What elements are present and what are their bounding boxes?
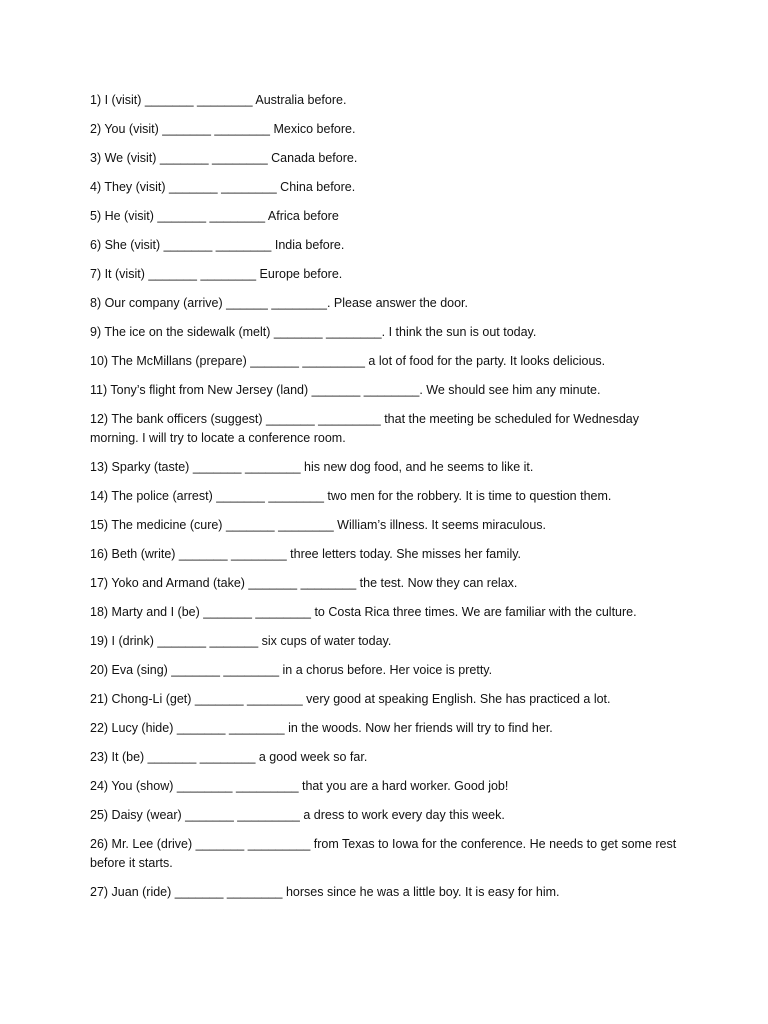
exercise-item-5: 5) He (visit) _______ ________ Africa before [90, 209, 339, 223]
exercise-item-10: 10) The McMillans (prepare) _______ _________ a lot of food for the party. It looks delicious. [90, 354, 606, 368]
exercise-item-9: 9) The ice on the sidewalk (melt) _______ ________. I think the sun is out today. [90, 325, 537, 339]
exercise-item-8: 8) Our company (arrive) ______ ________. Please answer the door. [90, 296, 469, 310]
exercise-item-7: 7) It (visit) _______ ________ Europe before. [90, 267, 343, 281]
exercise-list [90, 91, 690, 912]
exercise-item-4: 4) They (visit) _______ ________ China before. [90, 180, 356, 194]
exercise-item-26: 26) Mr. Lee (drive) _______ _________ from Texas to Iowa for the conference. He needs to get some rest before it starts. [90, 837, 677, 870]
exercise-item-24: 24) You (show) ________ _________ that you are a hard worker. Good job! [90, 779, 509, 793]
exercise-item-25: 25) Daisy (wear) _______ _________ a dress to work every day this week. [90, 808, 505, 822]
exercise-item-17: 17) Yoko and Armand (take) _______ ________ the test. Now they can relax. [90, 576, 518, 590]
exercise-item-11: 11) Tony’s flight from New Jersey (land) _______ ________. We should see him any minute. [90, 383, 601, 397]
exercise-item-12: 12) The bank officers (suggest) _______ _________ that the meeting be scheduled for Wednesday morning. I will try to locate a conference room. [90, 412, 639, 445]
exercise-item-27: 27) Juan (ride) _______ ________ horses since he was a little boy. It is easy for him. [90, 885, 560, 899]
exercise-item-19: 19) I (drink) _______ _______ six cups of water today. [90, 634, 392, 648]
exercise-item-21: 21) Chong-Li (get) _______ ________ very good at speaking English. She has practiced a lot. [90, 692, 611, 706]
exercise-item-1: 1) I (visit) _______ ________ Australia before. [90, 93, 347, 107]
exercise-item-14: 14) The police (arrest) _______ ________ two men for the robbery. It is time to question them. [90, 489, 612, 503]
exercise-item-23: 23) It (be) _______ ________ a good week so far. [90, 750, 368, 764]
exercise-item-15: 15) The medicine (cure) _______ ________ William’s illness. It seems miraculous. [90, 518, 547, 532]
exercise-item-16: 16) Beth (write) _______ ________ three letters today. She misses her family. [90, 547, 522, 561]
exercise-item-2: 2) You (visit) _______ ________ Mexico before. [90, 122, 356, 136]
exercise-item-22: 22) Lucy (hide) _______ ________ in the woods. Now her friends will try to find her. [90, 721, 553, 735]
exercise-item-3: 3) We (visit) _______ ________ Canada before. [90, 151, 358, 165]
exercise-item-6: 6) She (visit) _______ ________ India before. [90, 238, 345, 252]
exercise-item-20: 20) Eva (sing) _______ ________ in a chorus before. Her voice is pretty. [90, 663, 493, 677]
exercise-item-18: 18) Marty and I (be) _______ ________ to Costa Rica three times. We are familiar with the culture. [90, 605, 637, 619]
exercise-item-13: 13) Sparky (taste) _______ ________ his new dog food, and he seems to like it. [90, 460, 534, 474]
